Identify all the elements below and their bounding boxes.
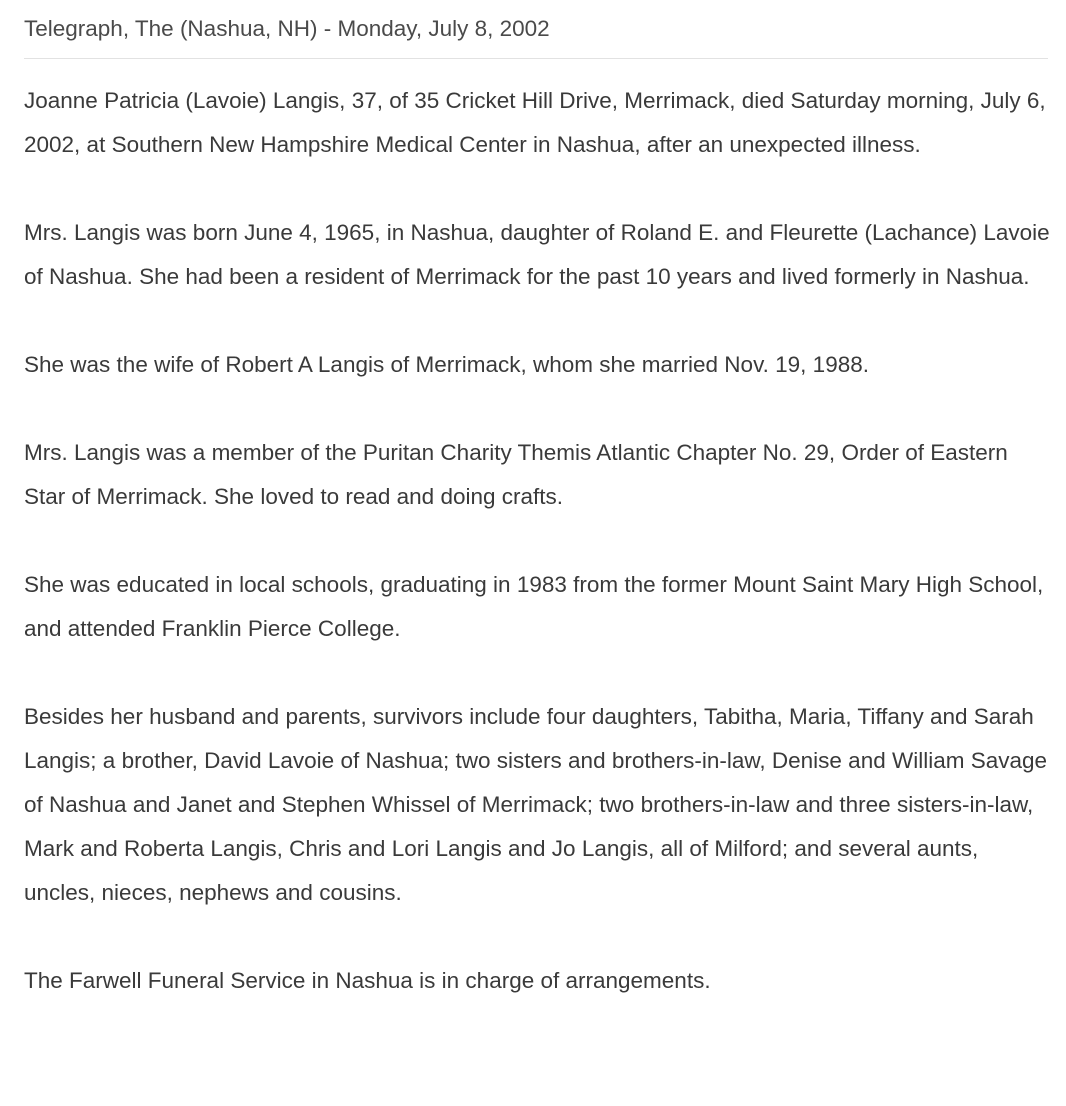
paragraph-marriage: She was the wife of Robert A Langis of Merrimack, whom she married Nov. 19, 1988. <box>24 352 869 377</box>
paragraph-death-notice: Joanne Patricia (Lavoie) Langis, 37, of 35 Cricket Hill Drive, Merrimack, died Saturday morning, July 6, 2002, at Southern New Hampshire Medical Center in Nashua, after an unexpected illness. <box>24 88 1046 157</box>
paragraph-membership: Mrs. Langis was a member of the Puritan Charity Themis Atlantic Chapter No. 29, Order of Eastern Star of Merrimack. She loved to read and doing crafts. <box>24 440 1008 509</box>
paragraph-education: She was educated in local schools, graduating in 1983 from the former Mount Saint Mary High School, and attended Franklin Pierce College. <box>24 572 1044 641</box>
source-dateline: Telegraph, The (Nashua, NH) - Monday, July 8, 2002 <box>24 14 1048 59</box>
paragraph-birth: Mrs. Langis was born June 4, 1965, in Nashua, daughter of Roland E. and Fleurette (Lachance) Lavoie of Nashua. She had been a resident of Merrimack for the past 10 years and lived formerly in Nashua. <box>24 220 1050 289</box>
paragraph-survivors: Besides her husband and parents, survivors include four daughters, Tabitha, Maria, Tiffany and Sarah Langis; a brother, David Lavoie of Nashua; two sisters and brothers-in-law, Denise and William Savage of Nashua and Janet and Stephen Whissel of Merrimack; two brothers-in-law and three sisters-in-law, Mark and Roberta Langis, Chris and Lori Langis and Jo Langis, all of Milford; and several aunts, uncles, nieces, nephews and cousins. <box>24 704 1048 905</box>
paragraph-arrangements: The Farwell Funeral Service in Nashua is in charge of arrangements. <box>24 968 711 993</box>
article-body <box>24 79 1054 1003</box>
